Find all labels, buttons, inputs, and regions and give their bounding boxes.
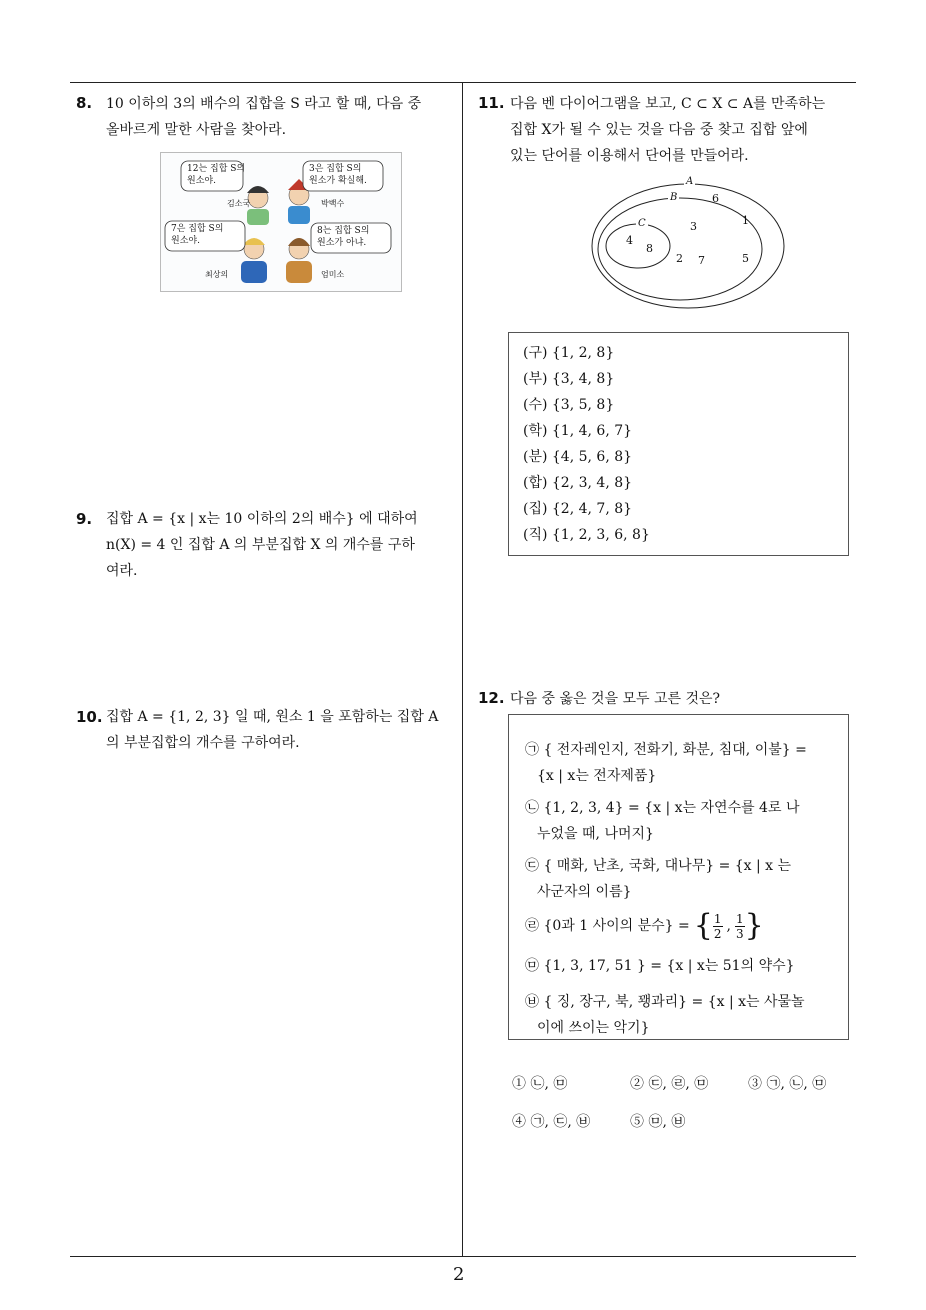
answer-choice-2[interactable]: ② ㉢, ㉣, ㉤ [630,1076,709,1092]
venn-num-1: 1 [742,214,749,227]
set-a-ellipse [592,184,784,308]
name-3: 최상의 [205,270,229,279]
statement-2-line1: ㉡ {1, 2, 3, 4} = {x | x는 자연수를 4로 나 [525,800,800,816]
fraction-set: { $\frac{1}{2}$ , $\frac{1}{3}$ } [693,908,764,943]
q11-option: (학) {1, 4, 6, 7} [523,423,633,439]
answer-choice-3[interactable]: ③ ㉠, ㉡, ㉤ [748,1076,827,1092]
venn-diagram [590,178,790,310]
fraction-1-denominator: 2 [713,926,722,941]
column-divider [462,82,463,1257]
page-number: 2 [453,1264,465,1285]
q12-statements-box [508,714,849,1040]
statement-6-line2: 이에 쓰이는 악기} [537,1020,650,1036]
fraction-2-numerator: 1 [735,911,744,926]
answer-choice-1[interactable]: ① ㉡, ㉤ [512,1076,568,1092]
q11-option: (부) {3, 4, 8} [523,371,615,387]
venn-label-b: B [670,192,678,203]
name-2: 박백수 [321,199,345,208]
q12-number: 12. [478,689,505,707]
fraction-1-numerator: 1 [713,911,722,926]
q11-text-line1: 다음 벤 다이어그램을 보고, C ⊂ X ⊂ A를 만족하는 [510,96,826,112]
q11-option: (분) {4, 5, 6, 8} [523,449,633,465]
q11-options-box [508,332,849,556]
venn-num-6: 6 [712,192,719,205]
q11-option: (합) {2, 3, 4, 8} [523,475,633,491]
q11-option: (수) {3, 5, 8} [523,397,615,413]
statement-3-line1: ㉢ { 매화, 난초, 국화, 대나무} = {x | x 는 [525,858,792,874]
q11-option: (직) {1, 2, 3, 6, 8} [523,527,650,543]
name-4: 엄미소 [321,270,345,279]
set-c-ellipse [606,224,670,268]
q8-text-line1: 10 이하의 3의 배수의 집합을 S 라고 할 때, 다음 중 [106,96,422,112]
bubble-3-text: 7은 집합 S의 원소야. [171,224,224,246]
q11-text-line3: 있는 단어를 이용해서 단어를 만들어라. [510,148,749,164]
statement-1-line1: ㉠ { 전자레인지, 전화기, 화분, 침대, 이불} = [525,742,807,758]
q10-text-line2: 의 부분집합의 개수를 구하여라. [106,735,300,751]
q10-number: 10. [76,708,103,726]
statement-2-line2: 누었을 때, 나머지} [537,826,654,842]
statement-5: ㉤ {1, 3, 17, 51 } = {x | x는 51의 약수} [525,958,795,974]
venn-num-4: 4 [626,234,633,247]
q8-text-line2: 올바르게 말한 사람을 찾아라. [106,122,287,138]
fraction-2-denominator: 3 [735,926,744,941]
statement-4 [525,908,764,943]
venn-num-3: 3 [690,220,697,233]
answer-choice-5[interactable]: ⑤ ㉤, ㉥ [630,1114,686,1130]
q9-text-line1: 집합 A = {x | x는 10 이하의 2의 배수} 에 대하여 [106,511,418,527]
bubble-2-text: 3은 집합 S의 원소가 확실해. [309,164,367,186]
bottom-rule [70,1256,856,1257]
q11-option: (구) {1, 2, 8} [523,345,615,361]
venn-num-7: 7 [698,254,705,267]
q8-figure [160,152,402,292]
venn-num-2: 2 [676,252,683,265]
venn-label-a: A [686,176,694,187]
statement-4-text: ㉣ {0과 1 사이의 분수} = [525,918,690,934]
q11-text-line2: 집합 X가 될 수 있는 것을 다음 중 찾고 집합 앞에 [510,122,808,138]
statement-6-line1: ㉥ { 징, 장구, 북, 꽹과리} = {x | x는 사물놀 [525,994,805,1010]
answer-choice-4[interactable]: ④ ㉠, ㉢, ㉥ [512,1114,591,1130]
venn-num-5: 5 [742,252,749,265]
venn-num-8: 8 [646,242,653,255]
character-4-icon [286,238,312,283]
q11-option: (집) {2, 4, 7, 8} [523,501,633,517]
name-1: 김소국 [227,199,251,208]
character-1-icon [247,186,269,225]
q9-number: 9. [76,510,93,528]
bubble-4-text: 8는 집합 S의 원소가 아냐. [317,226,370,248]
q10-text-line1: 집합 A = {1, 2, 3} 일 때, 원소 1 을 포함하는 집합 A [106,709,439,725]
bubble-1-text: 12는 집합 S의 원소야. [187,164,246,186]
venn-label-c: C [638,218,646,229]
q9-text-line3: 여라. [106,563,138,579]
statement-3-line2: 사군자의 이름} [537,884,632,900]
top-rule [70,82,856,83]
set-b-ellipse [598,198,762,300]
statement-1-line2: {x | x는 전자제품} [537,768,657,784]
q8-number: 8. [76,94,93,112]
q12-question: 다음 중 옳은 것을 모두 고른 것은? [510,691,721,707]
q9-text-line2: n(X) = 4 인 집합 A 의 부분집합 X 의 개수를 구하 [106,537,415,553]
q11-number: 11. [478,94,505,112]
